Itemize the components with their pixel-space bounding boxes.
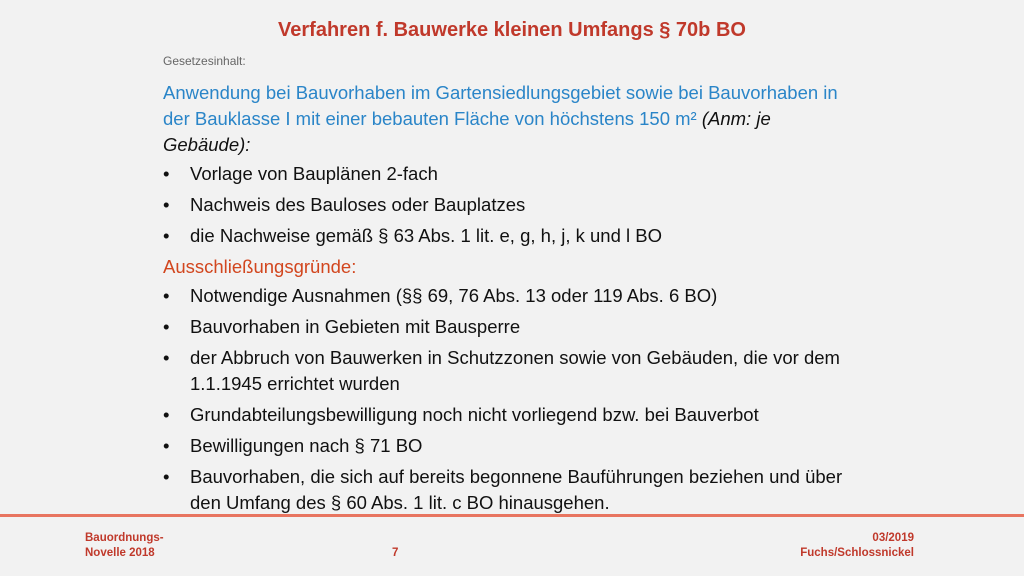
list-item: [163, 402, 863, 428]
footer-authors: Fuchs/Schlossnickel: [800, 547, 914, 559]
list-item: [163, 314, 863, 340]
intro-text: Anwendung bei Bauvorhaben im Gartensiedlungsgebiet sowie bei Bauvorhaben in der Bauklasse I mit einer bebauten Fläche von höchstens 150 m²: [163, 82, 838, 129]
list-item: [163, 192, 863, 218]
footer-date: 03/2019: [872, 532, 914, 544]
exclusions-list: [163, 283, 863, 516]
list-item-text: Bauvorhaben, die sich auf bereits begonnene Bauführungen beziehen und über den Umfang des § 60 Abs. 1 lit. c BO hinausgehen.: [190, 466, 843, 513]
list-item: [163, 223, 863, 249]
page-number: 7: [392, 547, 399, 559]
bullet-icon: •: [163, 316, 170, 337]
list-item-text: die Nachweise gemäß § 63 Abs. 1 lit. e, g, h, j, k und l BO: [190, 225, 662, 246]
list-item-text: Bauvorhaben in Gebieten mit Bausperre: [190, 316, 521, 337]
slide-content: [163, 80, 863, 521]
list-item: [163, 283, 863, 309]
list-item-text: der Abbruch von Bauwerken in Schutzzonen sowie von Gebäuden, die vor dem 1.1.1945 errichtet wurden: [190, 347, 840, 394]
bullet-icon: •: [163, 194, 170, 215]
section-label: Gesetzesinhalt:: [163, 54, 246, 68]
footer-left: [85, 531, 164, 561]
footer-right: [800, 531, 914, 561]
footer-divider: [0, 514, 1024, 517]
footer-left-line2: Novelle 2018: [85, 547, 155, 559]
list-item-text: Nachweis des Bauloses oder Bauplatzes: [190, 194, 526, 215]
requirements-list: [163, 161, 863, 249]
list-item-text: Bewilligungen nach § 71 BO: [190, 435, 423, 456]
list-item: [163, 345, 863, 397]
bullet-icon: •: [163, 466, 170, 487]
list-item-text: Vorlage von Bauplänen 2-fach: [190, 163, 438, 184]
bullet-icon: •: [163, 404, 170, 425]
bullet-icon: •: [163, 225, 170, 246]
intro-note: (Anm: je Gebäude):: [163, 108, 771, 155]
bullet-icon: •: [163, 163, 170, 184]
list-item: [163, 433, 863, 459]
list-item: [163, 161, 863, 187]
exclusions-heading: Ausschließungsgründe:: [163, 256, 357, 277]
bullet-icon: •: [163, 435, 170, 456]
bullet-icon: •: [163, 347, 170, 368]
list-item: [163, 464, 863, 516]
footer-left-line1: Bauordnungs-: [85, 532, 164, 544]
list-item-text: Grundabteilungsbewilligung noch nicht vorliegend bzw. bei Bauverbot: [190, 404, 759, 425]
slide-title: Verfahren f. Bauwerke kleinen Umfangs § 70b BO: [278, 19, 746, 41]
bullet-icon: •: [163, 285, 170, 306]
intro-paragraph: [163, 80, 863, 158]
list-item-text: Notwendige Ausnahmen (§§ 69, 76 Abs. 13 oder 119 Abs. 6 BO): [190, 285, 718, 306]
